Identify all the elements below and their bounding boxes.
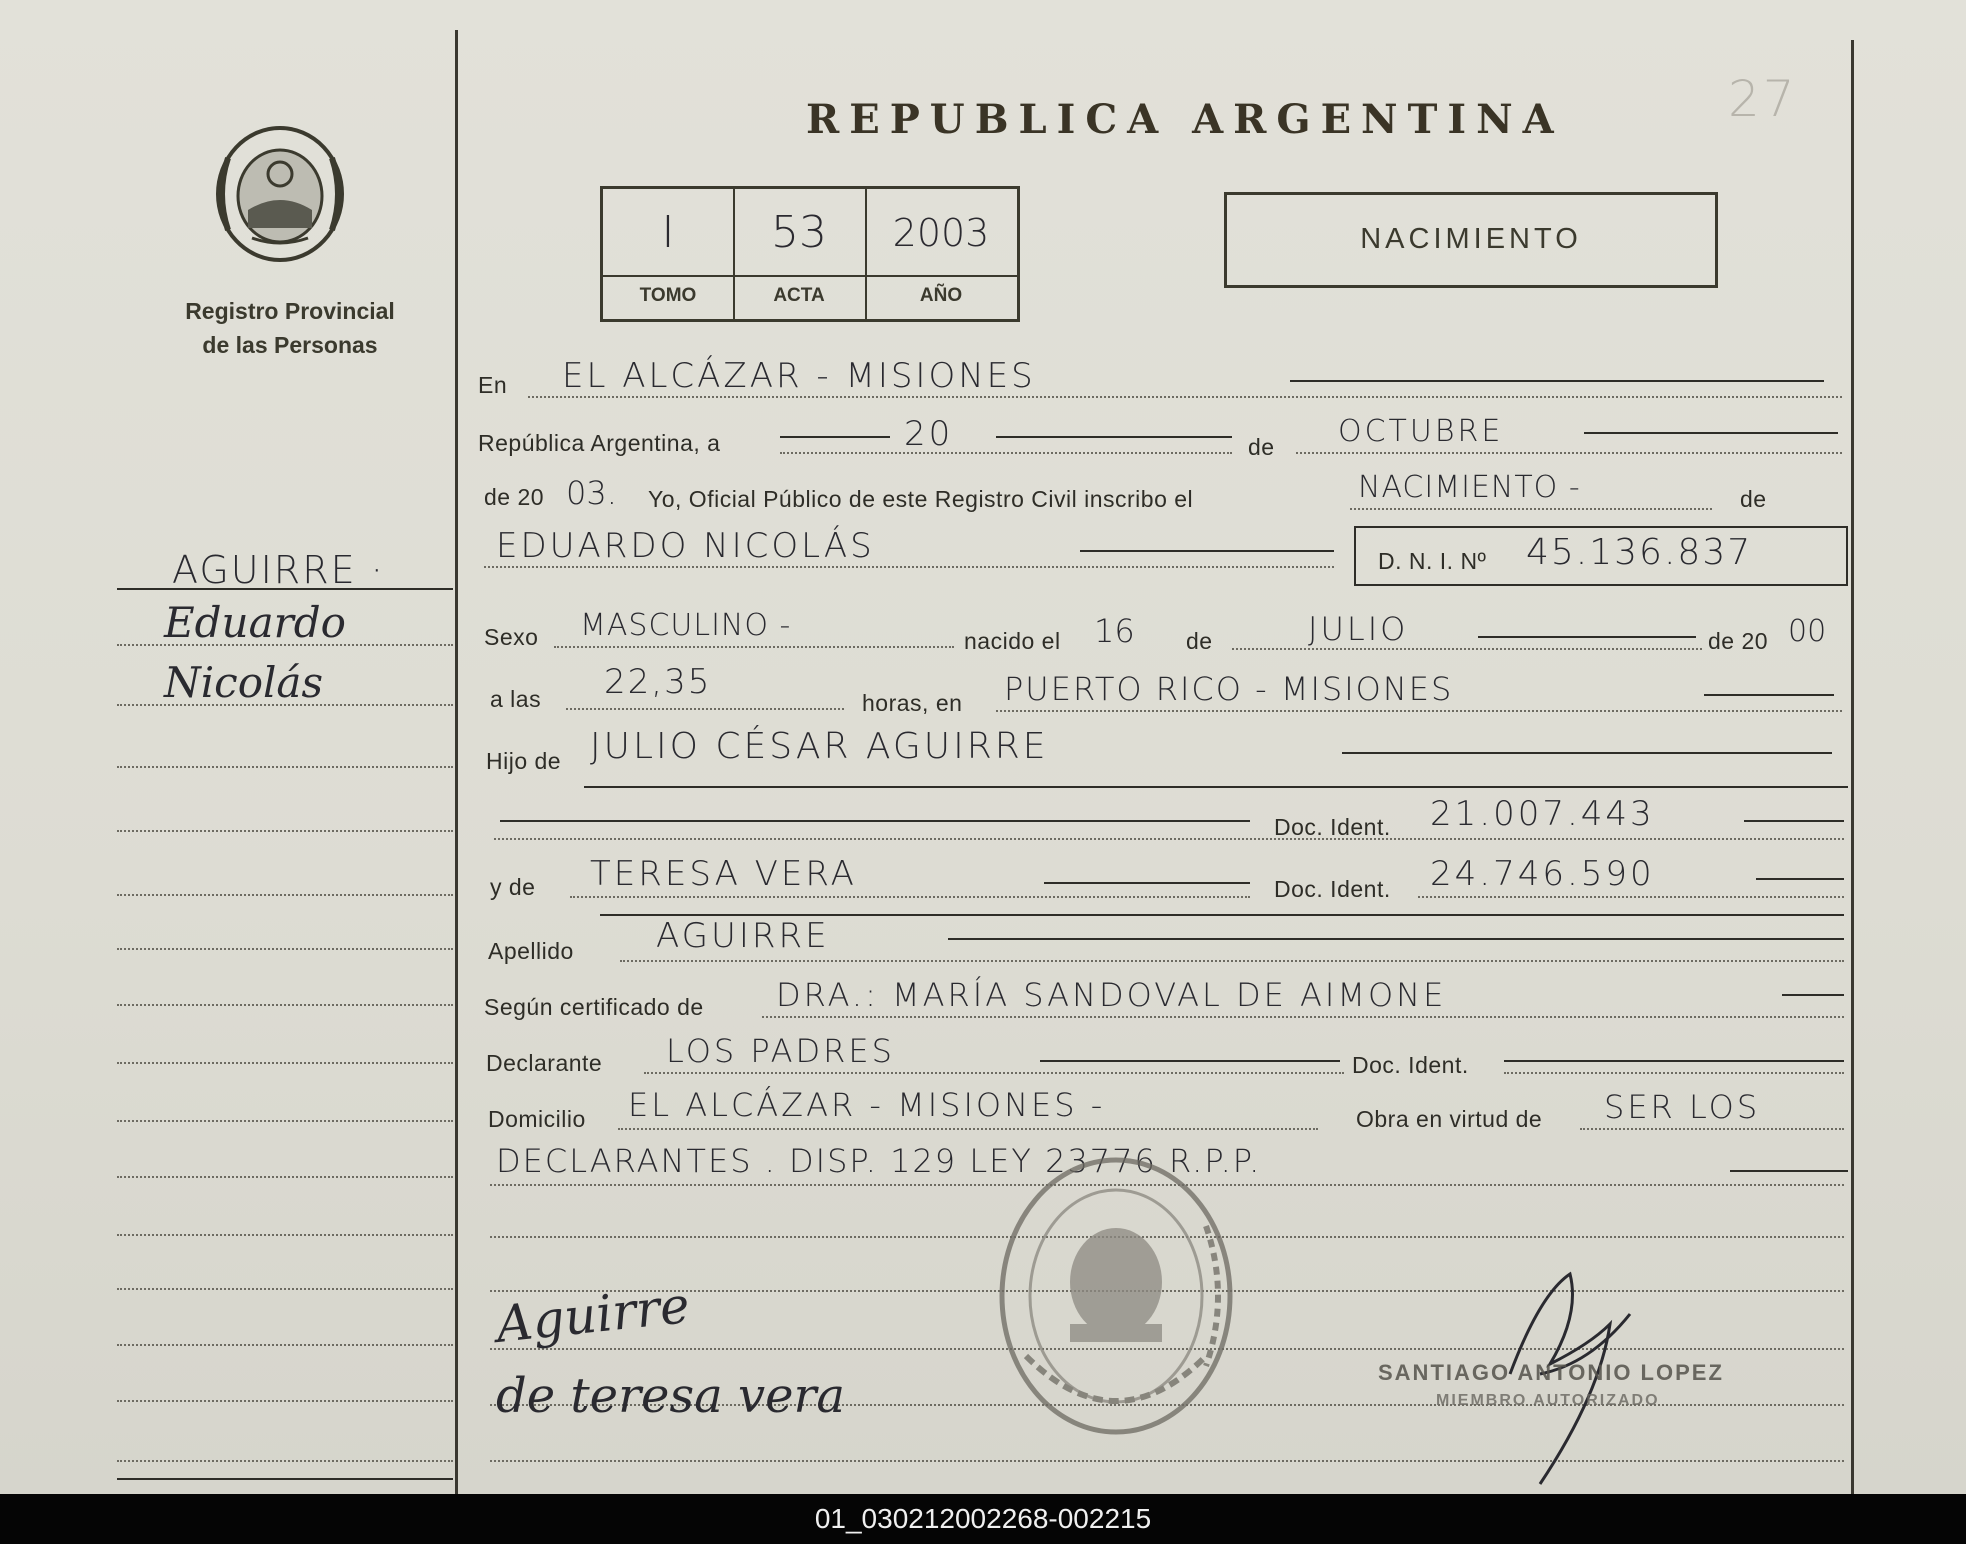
- label-domicilio: Domicilio: [488, 1106, 586, 1132]
- label-de20-nac: de 20: [1708, 628, 1769, 654]
- rule-obra-2: [1730, 1170, 1848, 1172]
- label-en: En: [478, 372, 508, 398]
- rule-padre: [1342, 752, 1832, 754]
- margin-rule-2: [117, 644, 453, 646]
- rule-doc1-lead: [500, 820, 1250, 822]
- value-doc-madre: 24.746.590: [1430, 854, 1655, 894]
- dots-obra-1: [1580, 1128, 1844, 1130]
- label-horas: horas, en: [862, 690, 963, 716]
- label-de-nac: de: [1186, 628, 1213, 654]
- margin-rule-5: [117, 830, 453, 832]
- margin-rule-3: [117, 704, 453, 706]
- margin-surname: AGUIRRE ·: [172, 548, 385, 592]
- label-dni: D. N. I. Nº: [1378, 548, 1487, 574]
- signature-mother: de teresa vera: [496, 1368, 846, 1424]
- value-acto: NACIMIENTO -: [1358, 470, 1581, 505]
- value-lugar: EL ALCÁZAR - MISIONES: [562, 356, 1036, 396]
- registry-line-2: de las Personas: [202, 332, 378, 358]
- margin-rule-17: [117, 1478, 453, 1480]
- dots-apellido: [620, 960, 1844, 962]
- rule-declarante: [1040, 1060, 1340, 1062]
- margin-name-1: Eduardo: [164, 598, 346, 647]
- value-mes: OCTUBRE: [1338, 414, 1504, 449]
- value-nac-anio: 00: [1788, 614, 1827, 649]
- value-nac-dia: 16: [1094, 612, 1135, 650]
- official-name-stamp: SANTIAGO ANTONIO LOPEZ: [1378, 1360, 1724, 1385]
- value-declarante: LOS PADRES: [666, 1032, 895, 1070]
- rule-lugar: [1290, 380, 1824, 382]
- label-a-las: a las: [490, 686, 542, 712]
- acta-value: 53: [771, 207, 827, 258]
- dots-nac-mes: [1232, 648, 1702, 650]
- rule-mes: [1584, 432, 1838, 434]
- dots-hora: [566, 708, 844, 710]
- page-title: REPUBLICA ARGENTINA: [806, 96, 1564, 143]
- dots-lugar: [528, 396, 1842, 398]
- right-margin-rule: [1851, 40, 1854, 1494]
- dots-acto: [1350, 508, 1712, 510]
- value-apellido: AGUIRRE: [656, 916, 830, 956]
- label-republica: República Argentina, a: [478, 430, 721, 456]
- official-seal-stamp: [986, 1146, 1246, 1446]
- margin-rule-4: [117, 766, 453, 768]
- margin-rule-1: [117, 588, 453, 590]
- label-y-de: y de: [490, 874, 536, 900]
- label-yo: Yo, Oficial Público de este Registro Civil inscribo el: [648, 486, 1194, 512]
- acta-label: ACTA: [773, 285, 825, 306]
- margin-rule-7: [117, 948, 453, 950]
- value-dni: 45.136.837: [1526, 532, 1753, 573]
- tomo-label: TOMO: [639, 285, 697, 306]
- margin-rule-10: [117, 1120, 453, 1122]
- rule-nombre: [1080, 550, 1334, 552]
- dots-nombre: [484, 566, 1334, 568]
- value-anio: 03.: [566, 474, 617, 512]
- acta-type: NACIMIENTO: [1360, 223, 1582, 255]
- dots-madre: [570, 896, 1250, 898]
- rule-nac-mes: [1478, 636, 1696, 638]
- value-certificado: DRA.: MARÍA SANDOVAL DE AIMONE: [776, 976, 1447, 1014]
- label-de20: de 20: [484, 484, 545, 510]
- value-nombre: EDUARDO NICOLÁS: [496, 526, 875, 566]
- label-doc2: Doc. Ident.: [1274, 876, 1391, 902]
- rule-padre-base: [584, 786, 1848, 788]
- dots-declarante: [644, 1072, 1344, 1074]
- value-nac-mes: JULIO: [1308, 610, 1409, 648]
- rule-doc2-tail: [1756, 878, 1844, 880]
- value-padre: JULIO CÉSAR AGUIRRE: [590, 726, 1049, 767]
- margin-rule-12: [117, 1234, 453, 1236]
- dots-mes: [1296, 452, 1842, 454]
- registry-name: [150, 294, 430, 362]
- value-madre: TERESA VERA: [590, 854, 857, 894]
- record-number-box: [600, 186, 1020, 322]
- margin-rule-15: [117, 1400, 453, 1402]
- rule-lugar-nac: [1704, 694, 1834, 696]
- rule-dia-b: [996, 436, 1232, 438]
- label-obra: Obra en virtud de: [1356, 1106, 1543, 1132]
- value-sexo: MASCULINO -: [580, 608, 792, 643]
- value-obra-1: SER LOS: [1604, 1088, 1761, 1126]
- dots-doc3: [1504, 1072, 1844, 1074]
- dots-sexo: [554, 646, 954, 648]
- rule-dia-a: [780, 436, 890, 438]
- dots-domicilio: [618, 1128, 1318, 1130]
- value-hora: 22,35: [604, 662, 712, 702]
- folio-number: 27: [1728, 70, 1798, 128]
- scan-id-footer: 01_030212002268-002215: [0, 1494, 1966, 1544]
- dots-doc2: [1418, 896, 1844, 898]
- dots-dia: [780, 452, 1232, 454]
- rule-madre: [1044, 882, 1250, 884]
- label-doc3: Doc. Ident.: [1352, 1052, 1469, 1078]
- dots-doc1: [494, 838, 1844, 840]
- margin-rule-13: [117, 1288, 453, 1290]
- ano-value: 2003: [892, 211, 990, 255]
- acta-type-box: [1224, 192, 1718, 288]
- record-box-divider-h: [603, 275, 1017, 277]
- label-apellido: Apellido: [488, 938, 574, 964]
- margin-rule-11: [117, 1176, 453, 1178]
- label-segun: Según certificado de: [484, 994, 704, 1020]
- rule-apellido: [948, 938, 1844, 940]
- value-doc-padre: 21.007.443: [1430, 794, 1655, 834]
- dots-lugar-nac: [996, 710, 1842, 712]
- official-title-stamp: MIEMBRO AUTORIZADO: [1436, 1392, 1660, 1409]
- margin-name-2: Nicolás: [164, 658, 324, 707]
- margin-rule-6: [117, 894, 453, 896]
- value-domicilio: EL ALCÁZAR - MISIONES -: [628, 1086, 1106, 1124]
- left-margin-rule: [455, 30, 458, 1494]
- dots-certificado: [762, 1016, 1844, 1018]
- label-hijo: Hijo de: [486, 748, 562, 774]
- label-nacido: nacido el: [964, 628, 1061, 654]
- rule-doc1-tail: [1744, 820, 1844, 822]
- label-de-end: de: [1740, 486, 1767, 512]
- value-lugar-nac: PUERTO RICO - MISIONES: [1004, 670, 1454, 708]
- margin-rule-14: [117, 1344, 453, 1346]
- label-doc1: Doc. Ident.: [1274, 814, 1391, 840]
- tomo-value: I: [661, 207, 675, 258]
- misiones-crest-icon: [208, 118, 352, 270]
- margin-rule-9: [117, 1062, 453, 1064]
- label-declarante: Declarante: [486, 1050, 603, 1076]
- margin-rule-16: [117, 1460, 453, 1462]
- dni-box: [1354, 526, 1848, 586]
- rule-certificado: [1782, 994, 1844, 996]
- ano-label: AÑO: [919, 285, 963, 306]
- rule-doc3: [1504, 1060, 1844, 1062]
- registry-line-1: Registro Provincial: [185, 298, 395, 324]
- margin-rule-8: [117, 1004, 453, 1006]
- label-sexo: Sexo: [484, 624, 539, 650]
- label-de-mes: de: [1248, 434, 1275, 460]
- value-obra-2: DECLARANTES . DISP. 129 LEY 23776 R.P.P.: [496, 1142, 1262, 1180]
- signature-father: Aguirre: [493, 1276, 693, 1354]
- value-dia: 20: [904, 414, 954, 454]
